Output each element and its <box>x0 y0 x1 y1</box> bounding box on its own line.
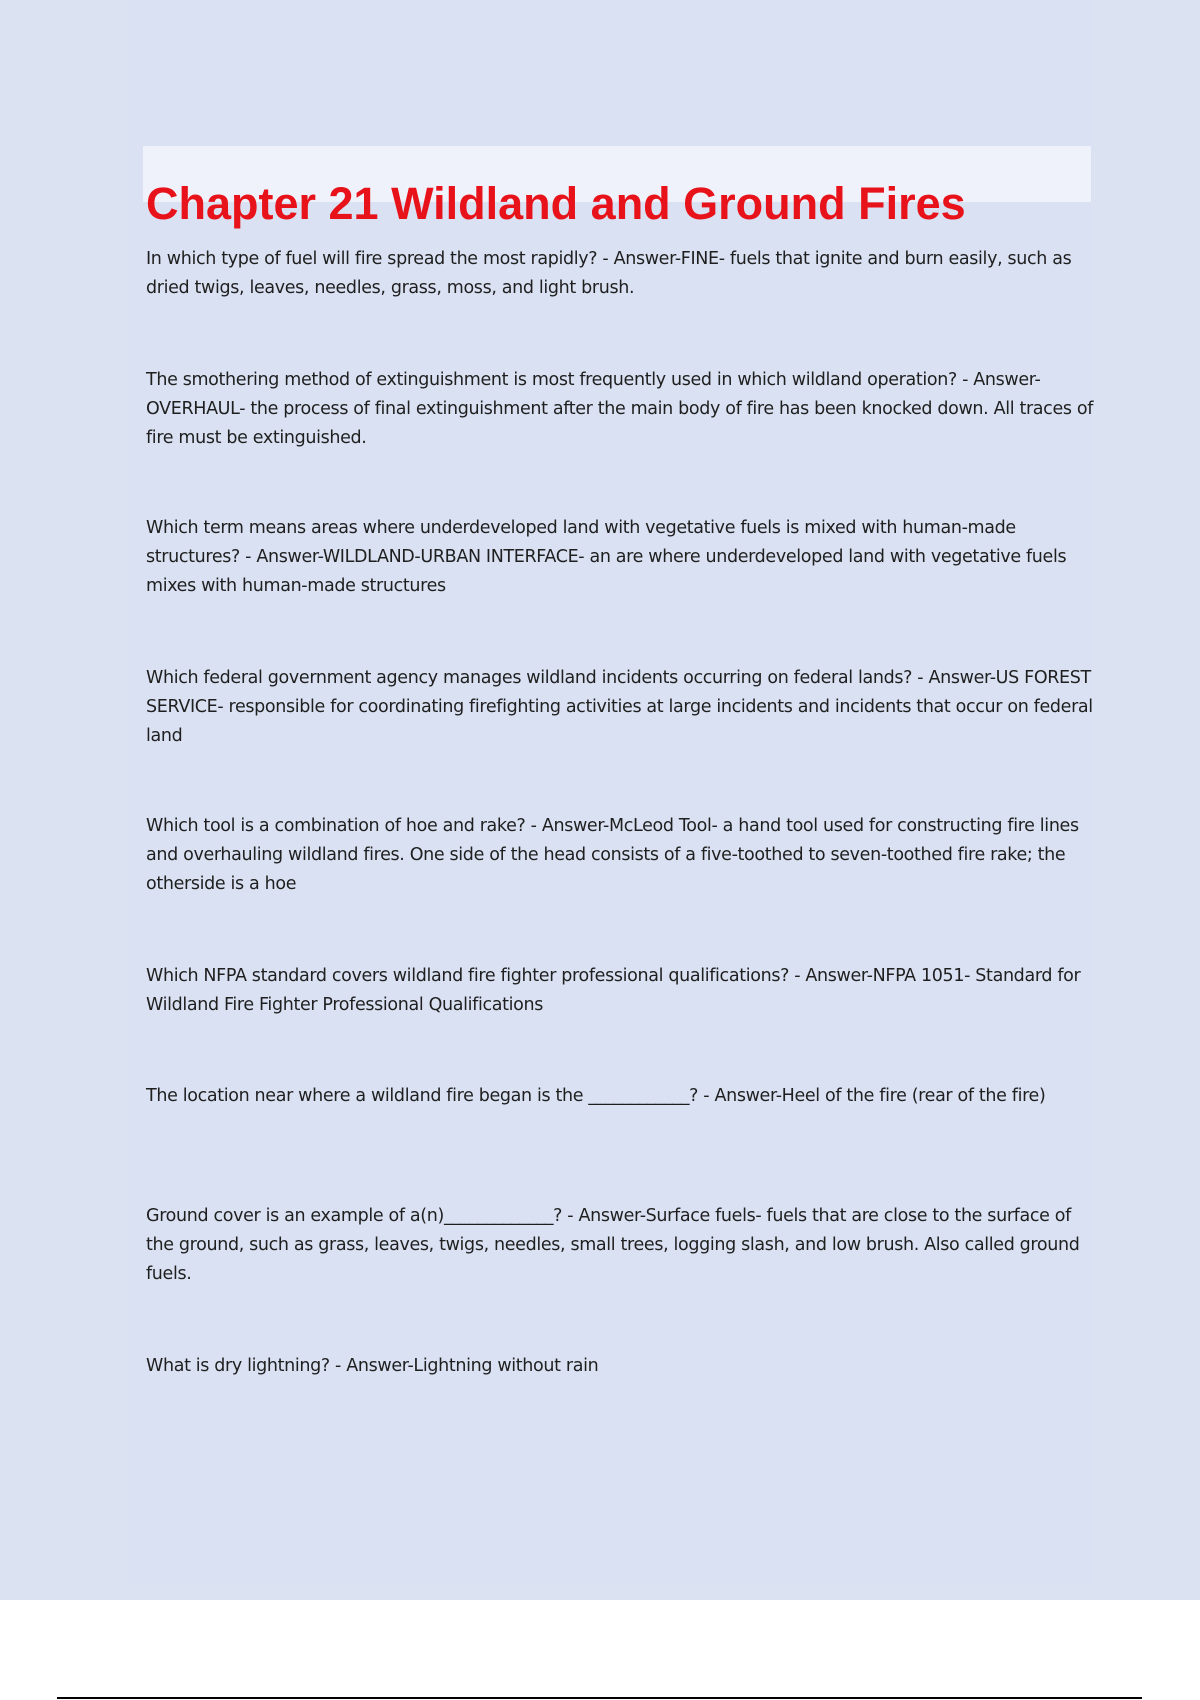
qa-item-9: What is dry lightning? - Answer-Lightning without rain <box>146 1356 599 1376</box>
qa-item-4: Which federal government agency manages wildland incidents occurring on federal lands? - Answer-US FOREST SERVICE- responsible for coordinating firefighting activities at large incidents and incidents that occur on federal land <box>146 668 1093 746</box>
qa-item-3: Which term means areas where underdeveloped land with vegetative fuels is mixed with human-made structures? - Answer-WILDLAND-URBAN INTERFACE- an are where underdeveloped land with vegetative fuels mixes with human-made structures <box>146 518 1067 596</box>
qa-item-7: The location near where a wildland fire began is the ____________? - Answer-Heel of the fire (rear of the fire) <box>146 1086 1046 1106</box>
qa-item-5: Which tool is a combination of hoe and rake? - Answer-McLeod Tool- a hand tool used for constructing fire lines and overhauling wildland fires. One side of the head consists of a five-toothed to seven-toothed fire rake; the otherside is a hoe <box>146 816 1079 894</box>
qa-item-1: In which type of fuel will fire spread the most rapidly? - Answer-FINE- fuels that ignite and burn easily, such as dried twigs, leaves, needles, grass, moss, and light brush. <box>146 249 1072 298</box>
qa-item-2: The smothering method of extinguishment is most frequently used in which wildland operation? - Answer-OVERHAUL- the process of final extinguishment after the main body of fire has been knocked down. All traces of fire must be extinguished. <box>146 370 1094 448</box>
page-title: Chapter 21 Wildland and Ground Fires <box>146 178 966 230</box>
footer-divider <box>57 1697 1142 1699</box>
qa-item-8: Ground cover is an example of a(n)_____________? - Answer-Surface fuels- fuels that are close to the surface of the ground, such as grass, leaves, twigs, needles, small trees, logging slash, and low brush. Also called ground fuels. <box>146 1206 1080 1284</box>
qa-item-6: Which NFPA standard covers wildland fire fighter professional qualifications? - Answer-NFPA 1051- Standard for Wildland Fire Fighter Professional Qualifications <box>146 966 1081 1015</box>
content-band <box>128 0 1092 1585</box>
